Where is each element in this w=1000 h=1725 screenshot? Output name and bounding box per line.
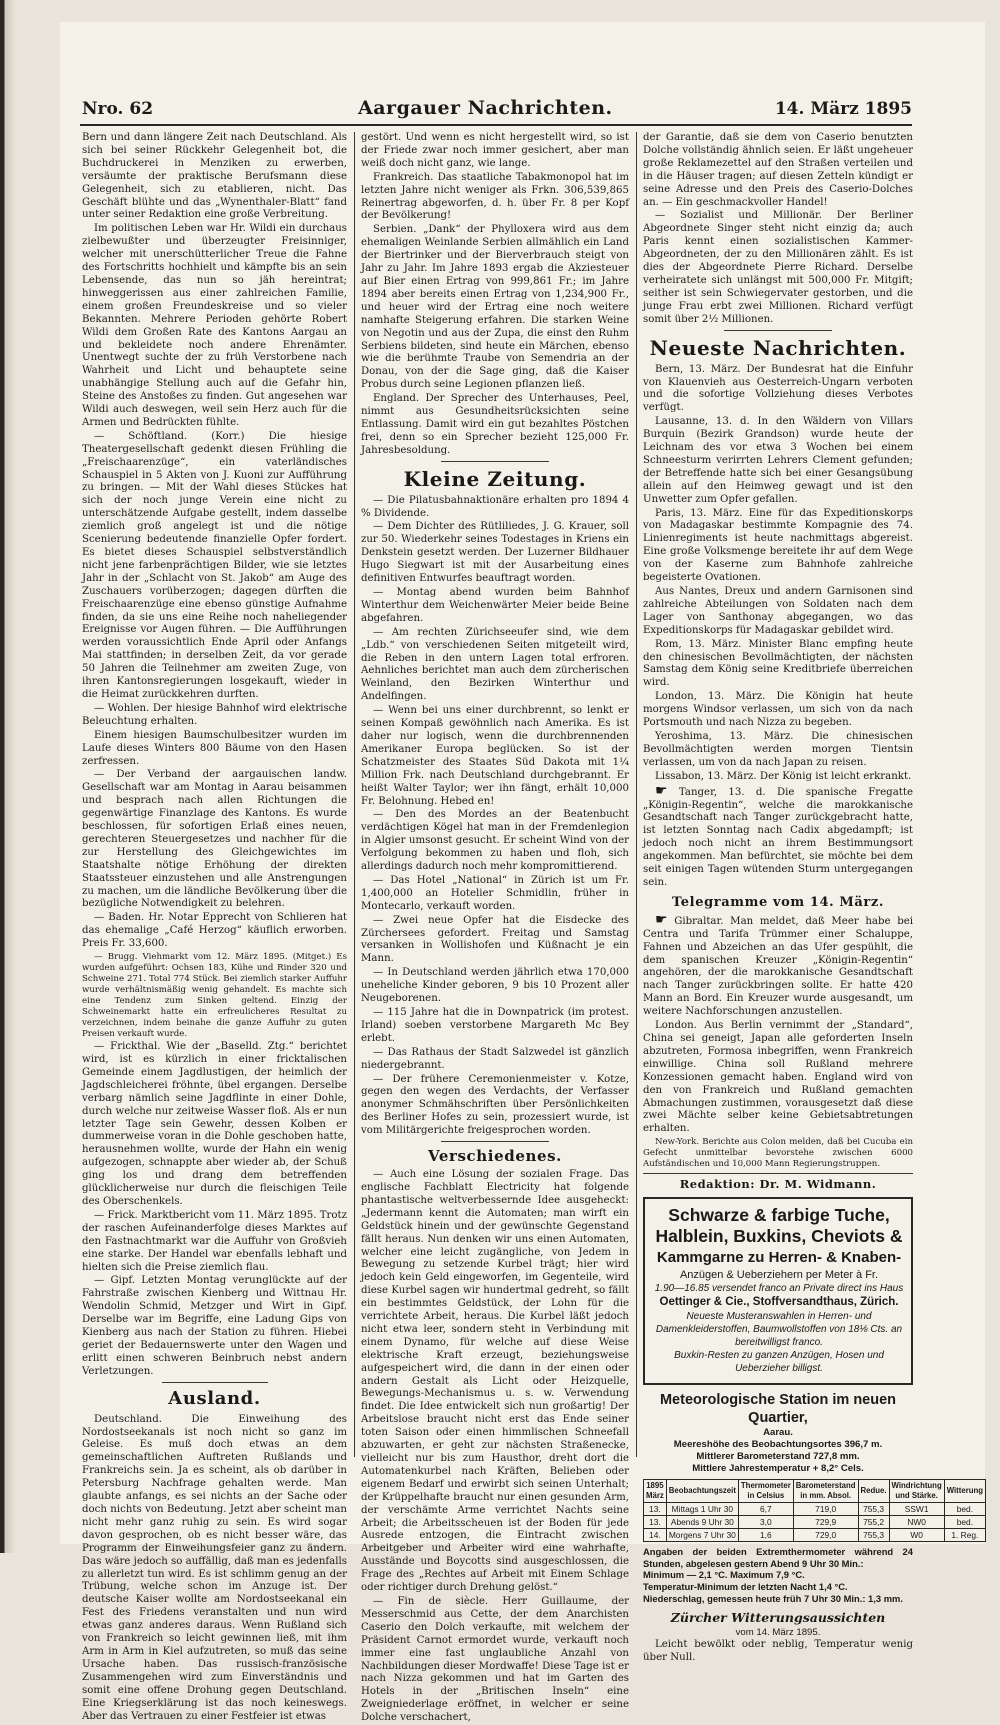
ad-text: Buxkin-Resten zu ganzen Anzügen, Hosen und Ueberzieher billigst.: [674, 1350, 884, 1375]
table-cell: 719,0: [793, 1503, 858, 1516]
article-text: New-York. Berichte aus Colon melden, daß bei Cucuba ein Gefecht unmittelbar bevorstehe zwischen 6000 Aufständischen und 10,000 Mann Regierungstruppen.: [643, 1137, 913, 1170]
article-text: Serbien. „Dank“ der Phylloxera wird aus dem ehemaligen Weinlande Serbien allmählich ein Land der Biertrinker und der Bierverbrauch steigt von Jahr zu Jahr. Im Jahre 1893 ergab die Akziesteuer auf Bier einen Ertrag von 999,861 Fr.; im Jahre 1894 aber bereits einen Ertrag von 1,234,900 Fr., und heuer wird der Ertrag eine noch weitere namhafte Steigerung erfahren. Die starken Weine von Negotin und aus der Zupa, die einst den Ruhm Serbiens bildeten, sind heute ein Märchen, ebenso wie die berühmte Traube von Semendria an der Donau, von der die Sage ging, daß die Kaiser Probus durch seine Legionen pflanzen ließ.: [361, 224, 629, 391]
masthead-rule: [80, 124, 912, 126]
table-cell: 755,2: [858, 1516, 889, 1529]
masthead: [82, 97, 912, 123]
article-text: — Wenn bei uns einer durchbrennt, so lenkt er seinen Kompaß gewöhnlich nach Amerika. Es ist daher nur logisch, wenn die durchbrennenden Amerikaner Europa beglücken. So ist der Schatzmeister des Staates Süd Dakota mit 1¼ Million Frk. nach Deutschland durchgebrannt. Er heißt Walter Taylor; wer ihn fängt, erhält 10,000 Fr. Belohnung. Hebed en!: [361, 705, 629, 807]
table-cell: bed.: [944, 1503, 985, 1516]
article-text: — Dem Dichter des Rütliliedes, J. G. Krauer, soll zur 50. Wiederkehr seines Todestages in Kriens ein Denkstein gesetzt werden. Der Luzerner Bildhauer Hugo Siegwart ist mit der Ausarbeitung eines definitiven Entwurfes beauftragt worden.: [361, 521, 629, 585]
issue-number: Nro. 62: [82, 99, 154, 119]
ad-headline: Kammgarne zu Herren- & Knaben-: [656, 1249, 902, 1267]
ad-headline: Schwarze & farbige Tuche,: [668, 1205, 890, 1226]
article-text: — Brugg. Viehmarkt vom 12. März 1895. (Mitget.) Es wurden aufgeführt: Ochsen 183, Kühe und Rinder 320 und Schweine 271. Total 774 Stück. Bei ziemlich starker Auffuhr wurde verhältnismäßig wenig gehandelt. Es machte sich eine Tendenz zum Sinken geltend. Einzig der Schweinemarkt hatte ein erfreulicheres Resultat zu verzeichnen, indem beinahe die ganze Auffuhr zu guten Preisen verkauft wurde.: [82, 952, 347, 1040]
section-rule: [643, 1173, 913, 1174]
article-text: der Garantie, daß sie dem von Caserio benutzten Dolche vollständig ähnlich seien. Er läßt ungeheuer große Reklamezettel auf den Straßen verteilen und in die Häuser tragen; auf diesen Zetteln kündigt er seine Adresse und den Preis des Caserio-Dolches an. — Ein geschmackvoller Handel!: [643, 132, 913, 208]
column-2: [361, 132, 629, 1724]
article-text: — Der Verband der aargauischen landw. Gesellschaft war am Montag in Aarau beisammen und besprach nach allen Richtungen die gegenwärtige Finanzlage des Kantons. Es wurde beschlossen, für sofortigen Erlaß eines neuen, gerechteren Steuergesetzes und nachher für die zur Herstellung des Gleichgewichtes im Staatshalte nötige Erhöhung der direkten Staatssteuer einzustehen und alle Anstrengungen zu machen, um die ländliche Bevölkerung über die bezügliche Notwendigkeit zu belehren.: [82, 769, 347, 910]
meteo-place: Aarau.: [763, 1427, 793, 1439]
column-divider: [636, 132, 637, 1457]
table-cell: NW0: [889, 1516, 944, 1529]
section-heading-telegramme: Telegramme vom 14. März.: [672, 894, 884, 910]
section-heading-ausland: Ausland.: [168, 1387, 261, 1409]
section-heading-kleine-zeitung: Kleine Zeitung.: [403, 466, 587, 491]
table-row: [644, 1529, 986, 1542]
article-text: Deutschland. Die Einweihung des Nordostseekanals ist noch nicht so ganz im Geleise. Es muß doch etwas an dem gemeinschaftlichen Auftreten Rußlands und Frankreichs sein. Ja es scheint, als ob darüber in Petersburg Nachfrage gehalten werde. Man glaubte anfangs, es sei nichts an der Sache oder doch nichts von Bedeutung. Jetzt aber scheint man nicht mehr ganz ruhig zu sein. Es wird sogar davon gesprochen, ob es nicht besser wäre, das Programm der Einweihungsfeier ganz zu ändern. Das wäre jedoch so auffällig, daß man es jedenfalls zu allerletzt tun wird. Es ist schlimm genug an der Trübung, welche schon im Anzuge ist. Der deutsche Kaiser wollte am Nordostseekanal ein Fest des Friedens veranstalten und nun wird etwas ganz anderes daraus. Wenn Rußland sich von Frankreich so leicht gewinnen ließ, mit ihm Arm in Arm in Kiel aufzutreten, so muß das seine Ursache haben. Das russisch-französische Zusammengehen wird zum Einverständnis und somit eine offene Drohung gegen Deutschland. Eine Kriegserklärung ist das noch keineswegs. Aber das Vertrauen zu einer Festfeier ist etwas: [82, 1413, 347, 1722]
table-header: Redue.: [858, 1480, 889, 1503]
table-cell: SSW1: [889, 1503, 944, 1516]
meteo-info: Mittlere Jahrestemperatur + 8,2° Cels.: [692, 1463, 864, 1475]
article-text: — Gipf. Letzten Montag verunglückte auf der Fahrstraße zwischen Kienberg und Wittnau Hr. Wendolin Schmid, Metzger und Wirt in Gipf. Derselbe war im Begriffe, eine Ladung Gips von Kienberg aus nach der Station zu führen. Hiebei geriet der Bedauernswerte unter den Wagen und erlitt einen schweren Beinbruch nebst andern Verletzungen.: [82, 1275, 347, 1377]
forecast-text: Leicht bewölkt oder neblig, Temperatur wenig über Null.: [643, 1639, 913, 1663]
meteo-note: Minimum — 2,1 °C. Maximum 7,9 °C.: [643, 1569, 805, 1581]
ad-text: Anzügen & Ueberziehern per Meter à Fr.: [679, 1269, 879, 1282]
article-text: Gibraltar. Man meldet, daß Meer habe bei Centra und Tarifa Trümmer einer Schaluppe, Fahnen und Abzeichen an das Ufer gespühlt, die dem spanischen Kreuzer „Königin-Regentin“ angehören, der die marokkanische Gesandtschaft nach Tanger zurückbringen sollte. Er hatte 420 Mann an Bord. Ein Kreuzer wurde ausgesandt, um weitere Nachforschungen anzustellen.: [643, 915, 913, 1018]
table-header: Beobachtungszeit: [666, 1480, 738, 1503]
article-text: [643, 911, 913, 1019]
editor-line: Redaktion: Dr. M. Widmann.: [679, 1177, 877, 1192]
meteo-note: Angaben der beiden Extremthermometer während 24 Stunden, abgelesen gestern Abend 9 Uhr 30 Min.:: [643, 1546, 913, 1569]
ad-headline: Halblein, Buxkins, Cheviots &: [655, 1226, 903, 1247]
table-cell: W0: [889, 1529, 944, 1542]
article-text: — Frick. Marktbericht vom 11. März 1895. Trotz der raschen Aufeinanderfolge dieses Marktes auf den Fastnachtmarkt war die Auffuhr von Großvieh eine starke. Der Handel war ebenfalls lebhaft und hielten sich die Preise ziemlich flau.: [82, 1209, 347, 1273]
forecast-date: vom 14. März 1895.: [735, 1627, 821, 1639]
table-cell: Morgens 7 Uhr 30: [666, 1529, 738, 1542]
article-text: — Den des Mordes an der Beatenbucht verdächtigen Kögel hat man in der Fremdenlegion in Algier umsonst gesucht. Er scheint Wind von der Verfolgung bekommen zu haben und floh, sich allerdings dadurch noch mehr kompromittierend.: [361, 809, 629, 873]
section-rule: [724, 330, 832, 331]
article-text: — Schöftland. (Korr.) Die hiesige Theatergesellschaft gedenkt diesen Frühling die „Freischaarenzüge“, ein vaterländisches Schauspiel in 5 Akten von J. Kuoni zur Aufführung zu bringen. — Mit der Wahl dieses Stückes hat sich der noch junge Verein eine nicht zu unterschätzende Aufgabe gestellt, indem dasselbe ziemlich groß angelegt ist und die nötige Scenierung bedeutende finanzielle Opfer fordert. Es bietet dieses Schauspiel selbstverständlich nicht jene farbenprächtigen Bilder, wie sie letztes Jahr in der „Schlacht von St. Jakob“ am Auge des Zuschauers vorüberzogen; dagegen dürften die Freischaarenzüge eine ebenso günstige Aufnahme finden, da sie uns eine Reihe noch naheliegender Ereignisse vor Augen führen. — Die Aufführungen werden voraussichtlich Ende April oder Anfangs Mai stattfinden; in derselben Zeit, da vor gerade 50 Jahren die Teilnehmer am zweiten Zuge, von ihren Kantonsregierungen losgekauft, wieder in die Heimat zurückkehren durften.: [82, 430, 347, 700]
meteo-note: Niederschlag, gemessen heute früh 7 Uhr 30 Min.: 1,3 mm.: [643, 1592, 903, 1604]
article-text: — 115 Jahre hat die in Downpatrick (im protest. Irland) soeben verstorbene Margareth Mc Bey erlebt.: [361, 1007, 629, 1044]
table-header: Barometerstand in mm. Absol.: [793, 1480, 858, 1503]
meteo-table: [643, 1479, 986, 1542]
article-text: Bern und dann längere Zeit nach Deutschland. Als sich bei seiner Rückkehr Gelegenheit bot, die Buchdruckerei in Menziken zu erwerben, versäumte der praktische Berufsmann diese Gelegenheit, sich zu etablieren, nicht. Das Geschäft blühte und das „Wynenthaler-Blatt“ fand unter seiner Redaktion eine große Verbreitung.: [82, 132, 347, 221]
meteo-title: Meteorologische Station im neuen Quartier,: [659, 1392, 897, 1427]
advertisement-box: [643, 1197, 913, 1385]
table-cell: 729,9: [793, 1516, 858, 1529]
article-text: — Das Rathaus der Stadt Salzwedel ist gänzlich niedergebrannt.: [361, 1046, 629, 1071]
article-text: — Der frühere Ceremonienmeister v. Kotze, gegen den wegen des Verdachts, der Verfasser anonymer Schmähschriften über Persönlichkeiten des Berliner Hofes zu sein, prozessiert wurde, ist vom Militärgerichte freigesprochen worden.: [361, 1073, 629, 1137]
article-text: gestört. Und wenn es nicht hergestellt wird, so ist der Friede zwar noch immer gesichert, aber man weiß doch nicht ganz, wie lange.: [361, 132, 629, 169]
section-rule: [162, 1382, 268, 1383]
table-row: [644, 1516, 986, 1529]
column-1: [82, 132, 347, 1722]
column-divider: [354, 132, 355, 1457]
article-text: — Auch eine Lösung der sozialen Frage. Das englische Fachblatt Electricity hat folgende phantastische weltverbessernde Idee ausgeheckt: „Jedermann kennt die Automaten; man wirft ein Geldstück hinein und der gewünschte Gegenstand fällt heraus. Nun denken wir uns einen Automaten, welcher eine leicht zugängliche, von Jedem in Bewegung zu setzende Kurbel trägt; hier wird jedoch kein Geld eingeworfen, im Gegenteile, wird diese Kurbel sagen wir hundertmal gedreht, so fällt ein bestimmtes Geldstück, der Lohn für die verrichtete Arbeit, heraus. Die Kurbel läßt jedoch nicht etwa leer, sondern steht in Verbindung mit einem Dynamo, für welche auf diese Weise elektrische Kraft erzeugt, beziehungsweise aufgespeichert wird, die dann in der einen oder andern Gestalt als Licht oder Heizquelle, Bewegungs-Mechanismus u. s. w. Verwendung findet. Die Idee entwickelt sich nun großartig! Der Arbeitslose braucht nicht erst das Ende seiner toten Saison oder einen himmlischen Schneefall abzuwarten, er geht zur nächsten Straßenecke, vielleicht nur bis zum Hausthor, dreht dort die Automatenkurbel nach Kräften, Belieben oder eigenem Bedarf und erwirbt sich seinen Unterhalt; der Krüppelhafte braucht nur einen gesunden Arm, der verschämte Arme verrichtet Nachts seine Arbeit; die Arbeitsscheuen ist der Boden für jede Ausrede entzogen, die Eintracht zwischen Arbeitgeber und Arbeiter wird eine wahrhafte, Ausstände und Boycotts sind ausgeschlossen, die Frage des „Rechtes auf Arbeit mit Einem Schlage oder richtiger durch Drehung gelöst.“: [361, 1169, 629, 1594]
pointing-hand-icon: ☛: [655, 911, 668, 928]
issue-date: 14. März 1895: [774, 99, 912, 119]
article-text: — Zwei neue Opfer hat die Eisdecke des Zürchersees gefordert. Freitag und Samstag versanken in Wollishofen und Küßnacht je ein Mann.: [361, 914, 629, 965]
table-cell: 3,0: [738, 1516, 793, 1529]
table-cell: 1,6: [738, 1529, 793, 1542]
section-heading-neueste-nachrichten: Neueste Nachrichten.: [649, 335, 907, 360]
section-rule: [441, 1141, 548, 1142]
table-cell: 6,7: [738, 1503, 793, 1516]
table-header: Windrichtung und Stärke.: [889, 1480, 944, 1503]
table-cell: Abends 9 Uhr 30: [666, 1516, 738, 1529]
article-text: — Das Hotel „National“ in Zürich ist um Fr. 1,400,000 an Hotelier Schmidlin, früher in Montecarlo, verkauft worden.: [361, 874, 629, 912]
meteo-note: Temperatur-Minimum der letzten Nacht 1,4 °C.: [643, 1580, 848, 1592]
article-text: — Montag abend wurden beim Bahnhof Winterthur dem Weichenwärter Meier beide Beine abgefahren.: [361, 587, 629, 624]
table-cell: 13.: [644, 1503, 667, 1516]
article-text: [643, 782, 913, 890]
ad-text: Neueste Musteranswahlen in Herren- und Damenkleiderstoffen, Baumwollstoffen von 18⅛ Cts. an bereitwilligst franco.: [655, 1311, 903, 1349]
article-text: — Die Pilatusbahnaktionäre erhalten pro 1894 4 % Dividende.: [361, 494, 629, 519]
table-cell: bed.: [944, 1516, 985, 1529]
table-header-row: [644, 1480, 986, 1503]
article-text: London, 13. März. Die Königin hat heute morgens Windsor verlassen, um sich von da nach Portsmouth und nach Nizza zu begeben.: [643, 691, 913, 729]
article-text: England. Der Sprecher des Unterhauses, Peel, nimmt aus Gesundheitsrücksichten seine Entlassung. Damit wird ein gut bezahltes Pöstchen frei, denn so ein Sprecher bezieht 125,000 Fr. Jahresbesoldung.: [361, 393, 629, 456]
table-cell: 1. Reg.: [944, 1529, 985, 1542]
ad-text: 1.90—16.85 versendet franco an Private direct ins Haus: [654, 1283, 904, 1295]
table-cell: Mittags 1 Uhr 30: [666, 1503, 738, 1516]
section-rule: [441, 461, 548, 462]
article-text: London. Aus Berlin vernimmt der „Standard“, China sei geneigt, Japan alle geforderten Inseln abzutreten, Formosa inbegriffen, wenn Frankreich einwillige. China soll Rußland mehrere Konzessionen gemacht haben. England wird von den von Frankreich und Rußland gemachten Abmachungen zustimmen, vorausgesetzt daß diese zwei Mächte selber keine Gebietsabtretungen erhalten.: [643, 1020, 913, 1135]
page-edge: [0, 0, 16, 1553]
table-header: Witterung: [944, 1480, 985, 1503]
article-text: — Am rechten Zürichseeufer sind, wie dem „Ldb.“ von verschiedenen Seiten mitgeteilt wird, die Reben in den untern Lagen total erfroren. Aehnliches berichtet man auch dem zürcherischen Weinland, den Bezirken Winterthur und Andelfingen.: [361, 626, 629, 703]
table-cell: 755,3: [858, 1529, 889, 1542]
table-cell: 14.: [644, 1529, 667, 1542]
table-cell: 13.: [644, 1516, 667, 1529]
article-text: — In Deutschland werden jährlich etwa 170,000 uneheliche Kinder geboren, 9 bis 10 Prozent aller Neugeborenen.: [361, 967, 629, 1005]
column-3: [643, 132, 984, 1663]
article-text: — Wohlen. Der hiesige Bahnhof wird elektrische Beleuchtung erhalten.: [82, 702, 347, 727]
pointing-hand-icon: ☛: [655, 782, 668, 799]
table-cell: 729,0: [793, 1529, 858, 1542]
article-text: Paris, 13. März. Eine für das Expeditionskorps von Madagaskar bestimmte Kompagnie des 74. Linienregiments ist heute nachmittags abgereist. Eine große Volksmenge bereitete ihr auf dem Wege von der Kaserne zum Bahnhofe zahlreiche begeisterte Ovationen.: [643, 507, 913, 584]
article-text: — Fin de siècle. Herr Guillaume, der Messerschmid aus Cette, der dem Anarchisten Caserio den Dolch verkaufte, mit welchem der Präsident Carnot ermordet wurde, verkauft noch immer eine fast unglaubliche Anzahl von Nachbildungen dieser Mordwaffe! Diese Tage ist er nach Nizza gekommen und hat im Garten des Hotels in der „Britischen Inseln“ eine Zweigniederlage eröffnet, in welcher er seine Dolche verschachert,: [361, 1595, 629, 1724]
article-text: Aus Nantes, Dreux und andern Garnisonen sind zahlreiche Abteilungen von Soldaten nach dem Lager von Santhonay abgegangen, wo das Expeditionskorps für Madagaskar gebildet wird.: [643, 586, 913, 636]
article-text: Rom, 13. März. Minister Blanc empfing heute den chinesischen Bevollmächtigten, der nächsten Samstag dem König seine Kreditbriefe überreichen wird.: [643, 638, 913, 689]
article-text: — Sozialist und Millionär. Der Berliner Abgeordnete Singer steht nicht einzig da; auch Paris kennt einen sozialistischen Kammer-Abgeordneten, der zu den Millionären zählt. Es ist dies der Abgeordnete Pierre Richard. Derselbe verheiratete sich unlängst mit 500,000 Fr. Mitgift; seither ist sein Schwiegervater gestorben, und die junge Frau erbt zwei Millionen. Richard verfügt somit über 2½ Millionen.: [643, 210, 913, 325]
article-text: Bern, 13. März. Der Bundesrat hat die Einfuhr von Klauenvieh aus Oesterreich-Ungarn verboten und die sofortige Vollziehung dieses Verbotes verfügt.: [643, 363, 913, 414]
article-text: Im politischen Leben war Hr. Wildi ein durchaus zielbewußter und überzeugter Freisinniger, welcher mit unerschütterlicher Treue die Fahne des Fortschritts hochhielt und kämpfte bis an sein Lebensende, das nun so jäh hereintrat; hinweggerissen aus einer zahlreichen Familie, einem großen Freundeskreise und so vieler Bekannten. Mehrere Perioden gehörte Robert Wildi dem Großen Rate des Kantons Aargau an und bekleidete noch andere Ehrenämter. Unentwegt suchte der zu früh Verstorbene nach Wahrheit und Licht und behauptete seine unabhängige Stellung auch auf die Gefahr hin, Steine des Anstoßes zu finden. Gut angesehen war Wildi auch deswegen, weil sein Herz auch für die Armen und Bedrückten fühlte.: [82, 223, 347, 428]
table-header: Thermometer in Celsius: [738, 1480, 793, 1503]
article-text: Yeroshima, 13. März. Die chinesischen Bevollmächtigten werden morgen Tientsin verlassen, um von da nach Japan zu reisen.: [643, 730, 913, 768]
ad-company: Oettinger & Cie., Stoffversandthaus, Zürich.: [659, 1296, 899, 1309]
article-text: Frankreich. Das staatliche Tabakmonopol hat im letzten Jahre nicht weniger als Frkn. 306,539,865 Reinertrag abgeworfen, d. h. über Fr. 8 per Kopf der Bevölkerung!: [361, 171, 629, 222]
meteo-info: Mittlerer Barometerstand 727,8 mm.: [696, 1451, 860, 1463]
article-text: Einem hiesigen Baumschulbesitzer wurden im Laufe dieses Winters 800 Bäume von den Hasen zerfressen.: [82, 729, 347, 767]
section-heading-verschiedenes: Verschiedenes.: [428, 1147, 562, 1166]
meteo-info: Meereshöhe des Beobachtungsortes 396,7 m.: [673, 1439, 883, 1451]
newspaper-title: Aargauer Nachrichten.: [358, 97, 613, 119]
table-cell: 755,3: [858, 1503, 889, 1516]
article-text: Lausanne, 13. d. In den Wäldern von Villars Burquin (Bezirk Grandson) wurde heute der Leichnam des vor etwa 3 Wochen bei einem Schneesturm verirrten Lehrers Clement gefunden; der Betreffende hatte sich bei einer Gesangsübung allein auf den Heimweg gewagt und ist den Unwetter zum Opfer gefallen.: [643, 416, 913, 505]
table-header: 1895 März: [644, 1480, 667, 1503]
article-text: Tanger, 13. d. Die spanische Fregatte „Königin-Regentin“, welche die marokkanische Gesandtschaft nach Tanger zurückgebracht hatte, ist letzten Sonntag nach Cadix abgedampft; ist jedoch noch nicht an ihrem Bestimmungsort angekommen. Man befürchtet, sie möchte bei dem seit einigen Tagen wütenden Sturm untergegangen sein.: [643, 786, 913, 888]
article-text: Lissabon, 13. März. Der König ist leicht erkrankt.: [655, 770, 912, 782]
forecast-title: Zürcher Witterungsaussichten: [670, 1610, 886, 1626]
table-row: [644, 1503, 986, 1516]
article-text: — Frickthal. Wie der „Baselld. Ztg.“ berichtet wird, ist es kürzlich in einer fricktalischen Gemeinde einem Jagdlustigen, der heimlich der Jagdschleicherei fröhnte, übel ergangen. Derselbe verbarg nämlich seine Jagdflinte in einer Dohle, durch welche nur zeitweise Wasser floß. Als er nun letzter Tage sein Gewehr, dessen Kolben er dummerweise voran in die Dohle geschoben hatte, herausnehmen wollte, wurde der Hahn ein wenig aufgezogen, schnappte aber wieder ab, der Schuß ging los und drang dem betreffenden glücklicherweise nur durch die fleischigen Teile des Oberschenkels.: [82, 1041, 347, 1207]
article-text: — Baden. Hr. Notar Epprecht von Schlieren hat das ehemalige „Café Herzog“ käuflich erworben. Preis Fr. 33,600.: [82, 912, 347, 950]
